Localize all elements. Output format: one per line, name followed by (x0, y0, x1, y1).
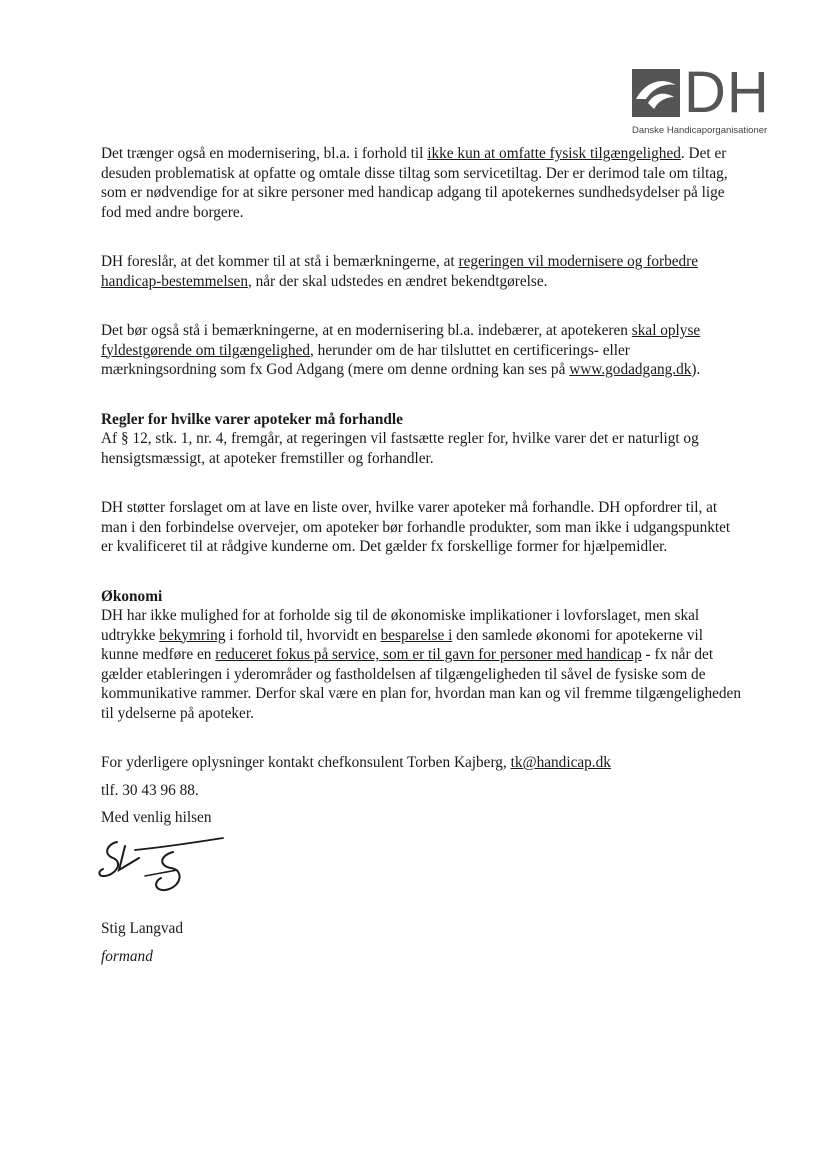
phone-line: tlf. 30 43 96 88. (101, 781, 199, 799)
contact-line: For yderligere oplysninger kontakt chefkonsulent Torben Kajberg, tk@handicap.dk (101, 754, 611, 771)
paragraph-information: Det bør også stå i bemærkningerne, at en modernisering bl.a. indebærer, at apotekeren skal oplyse fyldestgørende om tilgængelighed, herunder om de har tilsluttet en certificerings- eller mærkningsordning som fx God Adgang (mere om denne ordning kan ses på www.godadgang.dk). (101, 322, 701, 378)
section-heading-economy: Økonomi (101, 587, 163, 605)
godadgang-link[interactable]: www.godadgang.dk (569, 361, 692, 378)
underlined-phrase: ikke kun at omfatte fysisk tilgængelighed (427, 145, 681, 162)
section-heading-goods: Regler for hvilke varer apoteker må forhandle (101, 410, 403, 428)
underlined-phrase: bekymring (159, 626, 226, 644)
logo-letters: DH (684, 60, 770, 125)
underlined-phrase: reduceret fokus på service, som er til gavn for personer med handicap (215, 646, 642, 663)
email-link[interactable]: tk@handicap.dk (510, 754, 611, 771)
signer-name: Stig Langvad (101, 920, 183, 937)
paragraph-modernisation: Det trænger også en modernisering, bl.a. i forhold til ikke kun at omfatte fysisk tilgængelighed. Det er desuden problematisk at opfatte og omtale disse tiltag som servicetiltag. Der er derimod tale om tiltag, som er nødvendige for at sikre personer med handicap adgang til apotekernes sundhedsydelser på lige fod med andre borgere. (101, 145, 728, 221)
handwritten-signature (95, 836, 235, 900)
paragraph-goods-rules: Af § 12, stk. 1, nr. 4, fremgår, at regeringen vil fastsætte regler for, hvilke varer det er naturligt og hensigtsmæssigt, at apoteker fremstiller og forhandler. (101, 430, 699, 467)
paragraph-goods-support: DH støtter forslaget om at lave en liste over, hvilke varer apoteker må forhandle. DH opfordrer til, at man i den forbindelse overvejer, om apoteker bør forhandle produkter, som man ikke i udgangspunktet er kvalificeret til at rådgive kunderne om. Det gælder fx forskellige former for hjælpemidler. (101, 499, 731, 555)
underlined-phrase: skal oplyse fyldestgørende om tilgængelighed (101, 322, 701, 359)
signer-title: formand (101, 947, 153, 965)
underlined-phrase: regeringen vil modernisere og forbedre handicap-bestemmelsen (101, 253, 699, 290)
closing-greeting: Med venlig hilsen (101, 809, 212, 826)
logo-org-name: Danske Handicaporganisationer (632, 125, 768, 136)
paragraph-economy: DH har ikke mulighed for at forholde sig til de økonomiske implikationer i lovforslaget, men skal udtrykke bekymring i forhold til, hvorvidt en besparelse i den samlede økonomi for apotekerne vil kunne medføre en reduceret fokus på service, som er til gavn for personer med handicap - fx når det gælder etableringen i yderområder og fastholdelsen af tilgængeligheden til såvel de fysiske som de kommunikative rammer. Derfor skal være en plan for, hvordan man kan og vil fremme tilgængeligheden til ydelserne på apoteker. (101, 607, 741, 722)
dh-logo (632, 60, 792, 141)
paragraph-proposal: DH foreslår, at det kommer til at stå i bemærkningerne, at regeringen vil modernisere og forbedre handicap-bestemmelsen, når der skal udstedes en ændret bekendtgørelse. (101, 253, 699, 290)
underlined-phrase: besparelse i (380, 626, 453, 644)
bird-logo-icon (632, 69, 680, 117)
letter-body (101, 144, 741, 966)
